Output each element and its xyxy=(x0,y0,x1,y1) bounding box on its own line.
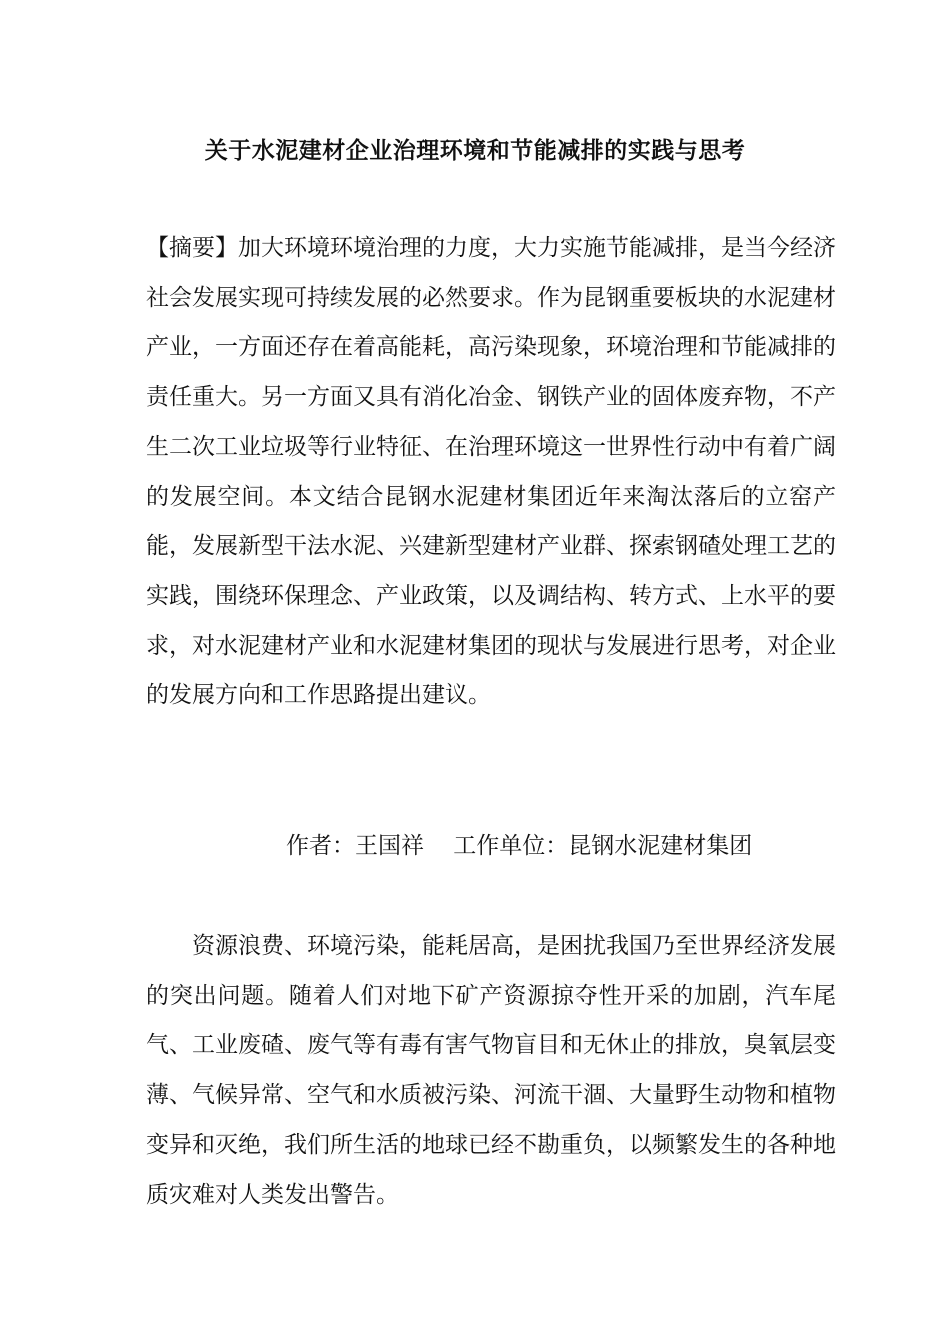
author-affiliation-line: 作者：王国祥 工作单位：昆钢水泥建材集团 xyxy=(286,833,753,859)
abstract-label: 【摘要】 xyxy=(146,235,238,261)
document-title: 关于水泥建材企业治理环境和节能减排的实践与思考 xyxy=(204,137,746,164)
body-paragraph: 资源浪费、环境污染，能耗居高，是困扰我国乃至世界经济发展的突出问题。随着人们对地下矿产资源掠夺性开采的加剧，汽车尾气、工业废碴、废气等有毒有害气物盲目和无休止的排放，臭氧层变薄、气候异常、空气和水质被污染、河流干涸、大量野生动物和植物变异和灭绝，我们所生活的地球已经不勘重负，以频繁发生的各种地质灾难对人类发出警告。 xyxy=(146,933,836,1208)
abstract-text: 加大环境环境治理的力度，大力实施节能减排，是当今经济社会发展实现可持续发展的必然要求。作为昆钢重要板块的水泥建材产业，一方面还存在着高能耗，高污染现象，环境治理和节能减排的责任重大。另一方面又具有消化冶金、钢铁产业的固体废弃物，不产生二次工业垃圾等行业特征、在治理环境这一世界性行动中有着广阔的发展空间。本文结合昆钢水泥建材集团近年来淘汰落后的立窑产能，发展新型干法水泥、兴建新型建材产业群、探索钢碴处理工艺的实践，围绕环保理念、产业政策，以及调结构、转方式、上水平的要求，对水泥建材产业和水泥建材集团的现状与发展进行思考，对企业的发展方向和工作思路提出建议。 xyxy=(146,235,836,709)
abstract-paragraph xyxy=(146,224,836,721)
